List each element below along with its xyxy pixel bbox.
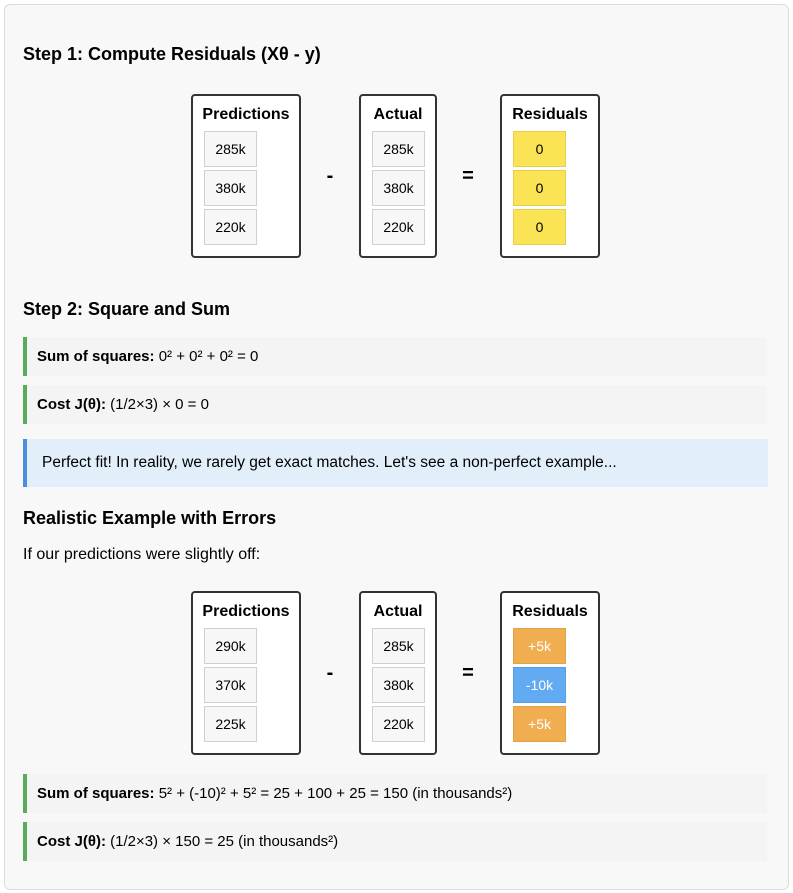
- sum-of-squares-note: [23, 774, 767, 813]
- residual-cell: +5k: [513, 706, 566, 742]
- matrix-cell: 285k: [372, 628, 425, 664]
- matrix-title: Residuals: [512, 603, 588, 620]
- cost-note: [23, 385, 767, 424]
- residual-cell: +5k: [513, 628, 566, 664]
- residual-cell: 0: [513, 131, 566, 167]
- matrix-title: Actual: [373, 106, 423, 123]
- matrix-cell: 220k: [372, 209, 425, 245]
- matrix-cell: 290k: [204, 628, 257, 664]
- step2-heading: Step 2: Square and Sum: [23, 299, 231, 319]
- residual-cell: -10k: [513, 667, 566, 703]
- minus-operator: -: [326, 165, 334, 187]
- equals-operator: =: [462, 165, 474, 187]
- sum-of-squares-note: [23, 337, 767, 376]
- matrix-cell: 380k: [372, 170, 425, 206]
- minus-operator: -: [326, 662, 334, 684]
- residual-cell: 0: [513, 209, 566, 245]
- note-value: (1/2×3) × 0 = 0: [110, 396, 209, 413]
- matrix-cell: 370k: [204, 667, 257, 703]
- info-callout: Perfect fit! In reality, we rarely get exact matches. Let's see a non-perfect example...: [23, 439, 768, 487]
- note-value: 5² + (-10)² + 5² = 25 + 100 + 25 = 150 (in thousands²): [158, 785, 513, 802]
- matrix-title: Predictions: [202, 603, 290, 620]
- matrix-cell: 380k: [204, 170, 257, 206]
- realistic-heading: Realistic Example with Errors: [23, 508, 277, 528]
- predictions-matrix: [191, 591, 301, 755]
- note-label: Sum of squares:: [37, 785, 155, 802]
- note-label: Cost J(θ):: [37, 833, 106, 850]
- matrix-title: Residuals: [512, 106, 588, 123]
- note-value: (1/2×3) × 150 = 25 (in thousands²): [110, 833, 339, 850]
- matrix-cell: 285k: [204, 131, 257, 167]
- matrix-cell: 220k: [372, 706, 425, 742]
- matrix-cell: 225k: [204, 706, 257, 742]
- cost-note: [23, 822, 767, 861]
- residuals-matrix: [500, 591, 600, 755]
- equals-operator: =: [462, 662, 474, 684]
- residuals-matrix: [500, 94, 600, 258]
- note-label: Sum of squares:: [37, 348, 155, 365]
- residual-cell: 0: [513, 170, 566, 206]
- step1-heading: Step 1: Compute Residuals (Xθ - y): [23, 44, 321, 64]
- actual-matrix: [359, 591, 437, 755]
- matrix-title: Predictions: [202, 106, 290, 123]
- matrix-title: Actual: [373, 603, 423, 620]
- actual-matrix: [359, 94, 437, 258]
- note-value: 0² + 0² + 0² = 0: [158, 348, 259, 365]
- matrix-cell: 220k: [204, 209, 257, 245]
- matrix-cell: 285k: [372, 131, 425, 167]
- matrix-cell: 380k: [372, 667, 425, 703]
- predictions-matrix: [191, 94, 301, 258]
- realistic-intro: If our predictions were slightly off:: [23, 546, 261, 563]
- note-label: Cost J(θ):: [37, 396, 106, 413]
